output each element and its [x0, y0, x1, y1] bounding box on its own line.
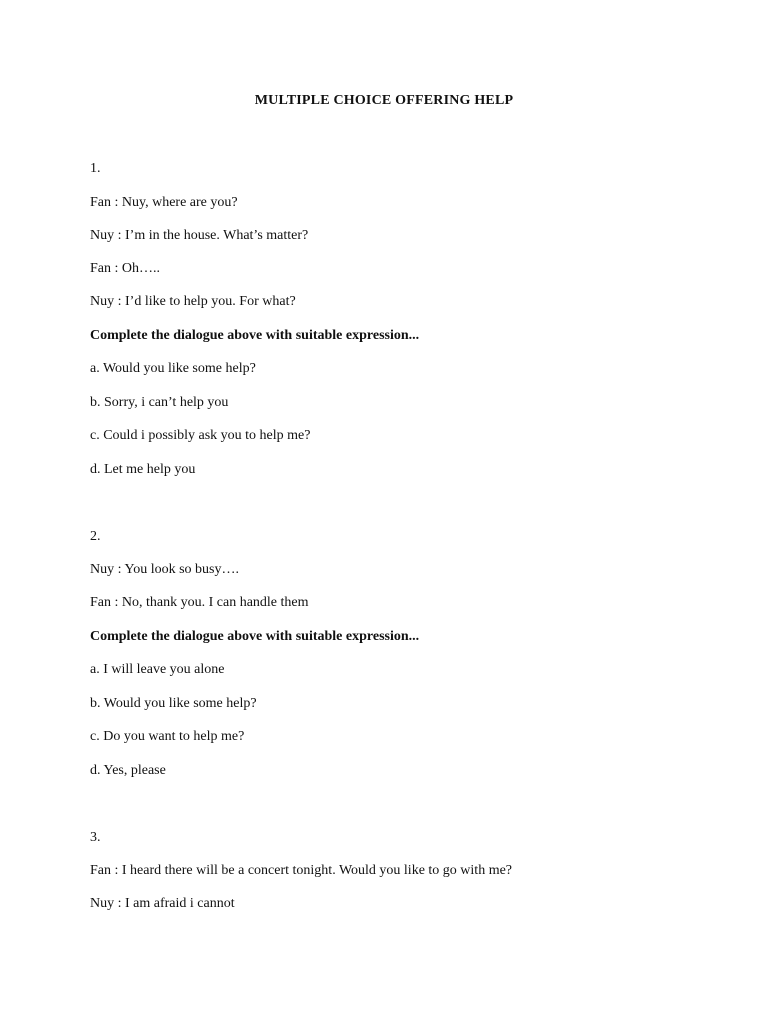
answer-option-d: d. Yes, please	[90, 763, 166, 778]
answer-option-b: b. Sorry, i can’t help you	[90, 395, 229, 410]
dialogue-line: Fan : No, thank you. I can handle them	[90, 595, 309, 610]
question-instruction: Complete the dialogue above with suitable expression...	[90, 629, 420, 644]
answer-option-b: b. Would you like some help?	[90, 696, 257, 711]
dialogue-line: Fan : Oh…..	[90, 261, 160, 276]
question-instruction: Complete the dialogue above with suitable expression...	[90, 328, 420, 343]
dialogue-line: Fan : I heard there will be a concert tonight. Would you like to go with me?	[90, 863, 513, 878]
answer-option-c: c. Could i possibly ask you to help me?	[90, 428, 311, 443]
question-number-3: 3.	[90, 830, 101, 845]
dialogue-line: Nuy : You look so busy….	[90, 562, 239, 577]
dialogue-line: Nuy : I’d like to help you. For what?	[90, 294, 296, 309]
answer-option-d: d. Let me help you	[90, 462, 196, 477]
answer-option-a: a. I will leave you alone	[90, 662, 225, 677]
answer-option-c: c. Do you want to help me?	[90, 729, 245, 744]
question-number-1: 1.	[90, 161, 101, 176]
question-number-2: 2.	[90, 529, 101, 544]
page-title: MULTIPLE CHOICE OFFERING HELP	[254, 93, 514, 108]
dialogue-line: Fan : Nuy, where are you?	[90, 195, 238, 210]
answer-option-a: a. Would you like some help?	[90, 361, 256, 376]
dialogue-line: Nuy : I’m in the house. What’s matter?	[90, 228, 309, 243]
dialogue-line: Nuy : I am afraid i cannot	[90, 896, 235, 911]
